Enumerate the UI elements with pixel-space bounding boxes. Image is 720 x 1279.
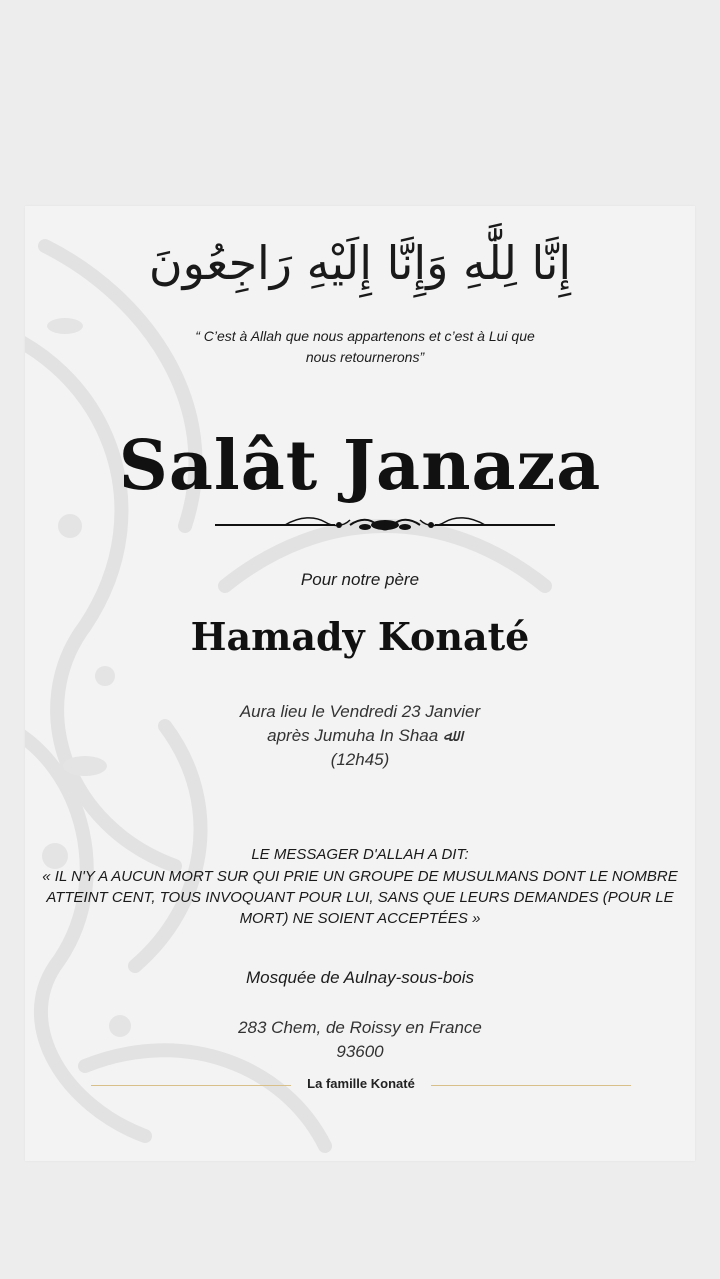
prayer-hour: (12h45) [330, 750, 390, 769]
ornament-divider-icon [215, 514, 555, 536]
mosque-name: Mosquée de Aulnay-sous-bois [245, 968, 475, 987]
date-line: Aura lieu le Vendredi 23 Janvier [239, 702, 481, 721]
prayer-schedule [25, 700, 695, 772]
obituary-card [25, 206, 695, 1161]
address-street: 283 Chem, de Roissy en France [238, 1018, 482, 1037]
arabic-verse: إِنَّا لِلَّٰهِ وَإِنَّا إِلَيْهِ رَاجِعُونَ [148, 236, 572, 290]
address-postcode: 93600 [336, 1042, 384, 1061]
prayer-time-line: après Jumuha In Shaa ﷲ [267, 726, 453, 745]
deceased-name: Hamady Konaté [190, 614, 530, 659]
verse-translation: “ C’est à Allah que nous appartenons et c’est à Lui que nous retournerons” [195, 328, 535, 365]
hadith-text: « IL N'Y A AUCUN MORT SUR QUI PRIE UN GROUPE DE MUSULMANS DONT LE NOMBRE ATTEINT CENT, TOUS INVOQUANT POUR LUI, SANS QUE LEURS DEMANDES (POUR LE MORT) NE SOIENT ACCEPTÉES » [42, 868, 678, 927]
hadith-heading: LE MESSAGER D'ALLAH A DIT: [251, 846, 469, 863]
family-signature: La famille Konaté [297, 1076, 425, 1091]
address [25, 1016, 695, 1064]
signature-row [91, 1074, 631, 1096]
dedication-text: Pour notre père [300, 570, 420, 589]
page-title: Salât Janaza [118, 426, 602, 506]
